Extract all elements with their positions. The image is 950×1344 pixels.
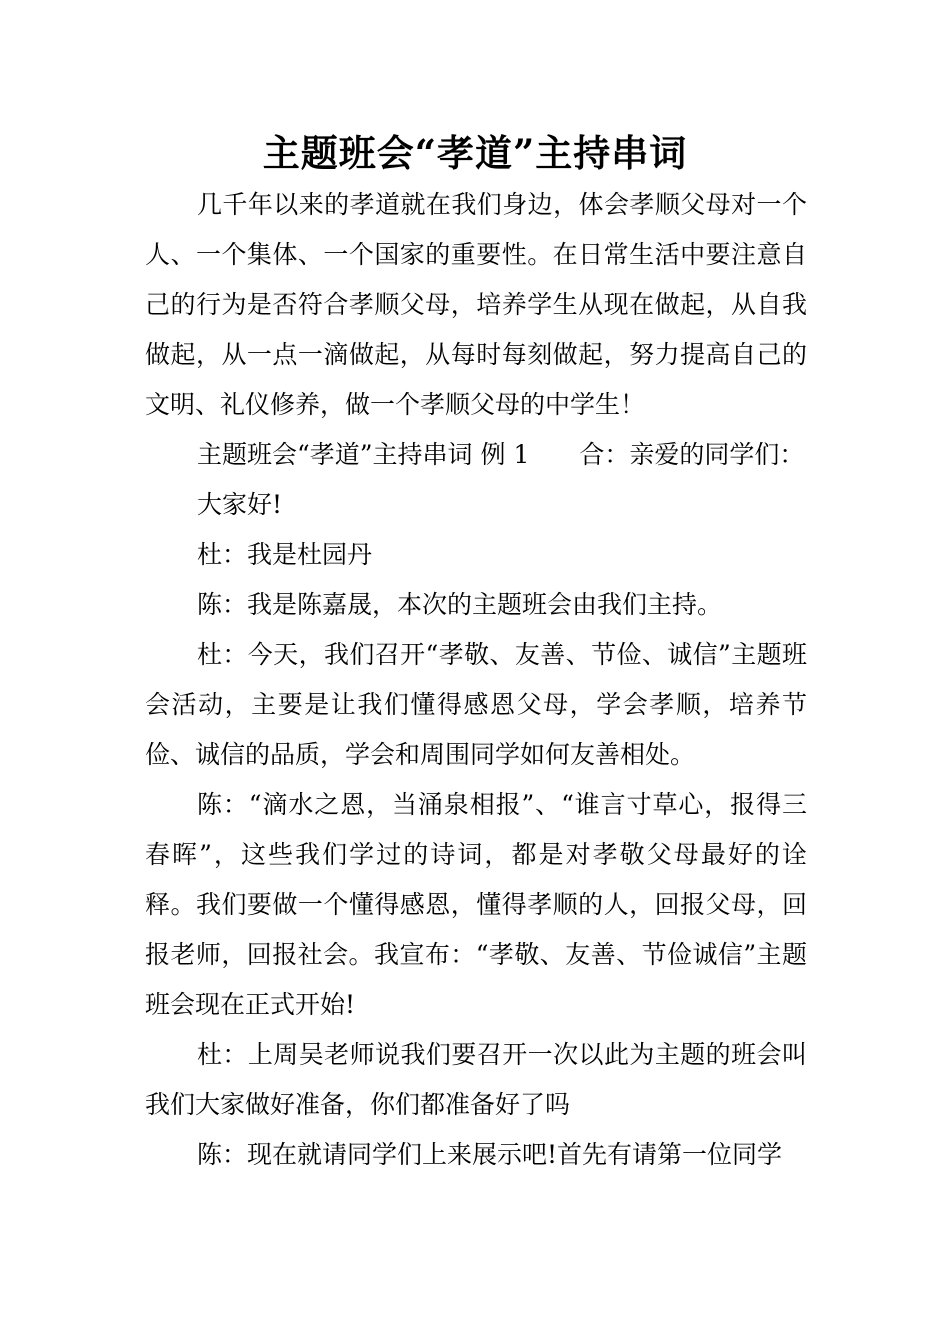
paragraph-du-preparation: 杜：上周吴老师说我们要召开一次以此为主题的班会叫我们大家做好准备，你们都准备好了吗 <box>145 1040 807 1119</box>
paragraph-chen-invite: 陈：现在就请同学们上来展示吧!首先有请第一位同学 <box>197 1140 783 1169</box>
paragraph-host-du-intro: 杜：我是杜园丹 <box>197 540 373 569</box>
document-title: 主题班会“孝道”主持串词 <box>262 131 688 175</box>
paragraph-chen-announce: 陈：“滴水之恩，当涌泉相报”、“谁言寸草心，报得三春晖”，这些我们学过的诗词，都是对孝敬父母最好的诠释。我们要做一个懂得感恩，懂得孝顺的人，回报父母，回报老师，回报社会。我宣布：“孝敬、友善、节俭诚信”主题班会现在正式开始! <box>145 790 807 1019</box>
paragraph-host-chen-intro: 陈：我是陈嘉晟，本次的主题班会由我们主持。 <box>197 590 723 619</box>
document-body <box>145 180 807 1180</box>
paragraph-greeting: 大家好! <box>197 490 283 519</box>
paragraph-du-theme: 杜：今天，我们召开“孝敬、友善、节俭、诚信”主题班会活动，主要是让我们懂得感恩父母，学会孝顺，培养节俭、诚信的品质，学会和周围同学如何友善相处。 <box>145 640 807 769</box>
paragraph-intro: 几千年以来的孝道就在我们身边，体会孝顺父母对一个人、一个集体、一个国家的重要性。在日常生活中要注意自己的行为是否符合孝顺父母，培养学生从现在做起，从自我做起，从一点一滴做起，从每时每刻做起，努力提高自己的文明、礼仪修养，做一个孝顺父母的中学生！ <box>145 190 807 419</box>
paragraph-opening: 主题班会“孝道”主持串词 例 1 合：亲爱的同学们： <box>197 440 805 469</box>
